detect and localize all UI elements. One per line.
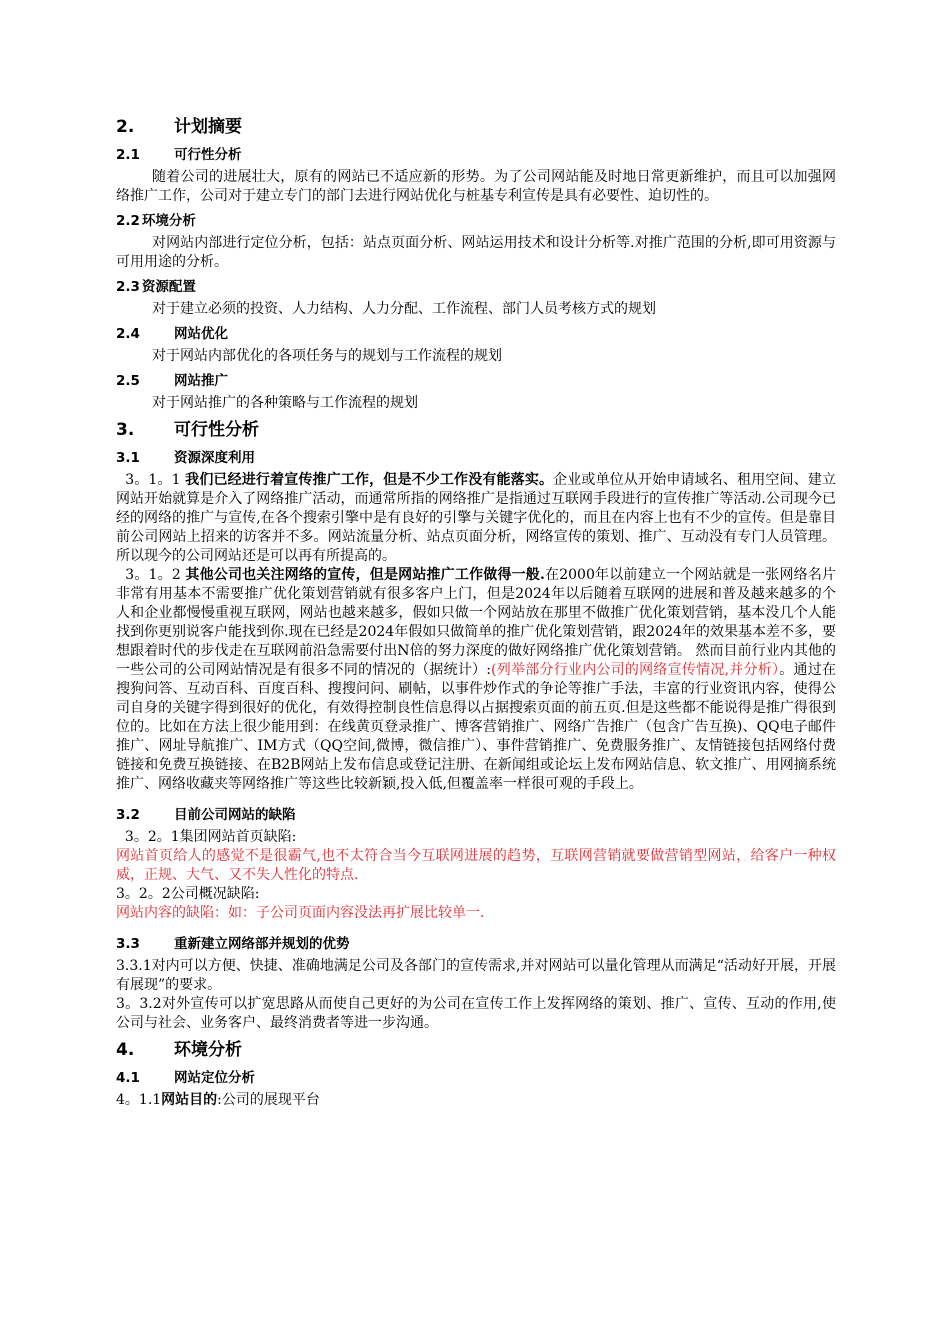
heading-section-2-2: 2.2 环境分析 <box>116 213 196 229</box>
heading-section-3-3: 3.3 重新建立网络部并规划的优势 <box>116 936 350 952</box>
paragraph-2-3: 对于建立必须的投资、人力结构、人力分配、工作流程、部门人员考核方式的规划 <box>152 301 656 317</box>
heading-section-3: 3. 可行性分析 <box>116 420 259 440</box>
paragraph-2-4: 对于网站内部优化的各项任务与的规划与工作流程的规划 <box>152 348 502 364</box>
heading-section-4: 4. 环境分析 <box>116 1040 242 1060</box>
paragraph-3-3-2: 3。3.2对外宣传可以扩宽思路从而使自己更好的为公司在宣传工作上发挥网络的策划、推广、宣传、互动的作用,使公司与社会、业务客户、最终消费者等进一步沟通。 <box>116 996 836 1031</box>
paragraph-3-2-2-detail: 网站内容的缺陷：如：子公司页面内容没法再扩展比较单一. <box>116 905 485 921</box>
heading-section-3-2: 3.2 目前公司网站的缺陷 <box>116 807 296 823</box>
heading-section-4-1: 4.1 网站定位分析 <box>116 1070 255 1086</box>
heading-section-2-1: 2.1 可行性分析 <box>116 147 242 163</box>
paragraph-3-1-2: 3。1。2 其他公司也关注网络的宣传，但是网站推广工作做得一般.在2000年以前建立一个网站就是一张网络名片非常有用基本不需要推广优化策划营销就有很多客户上门，但是2024年以后随着互联网的进展和普及越来越多的个人和企业都慢慢重视互联网，网站也越来越多，假如只做一个网站放在那里不做推广优化策划营销，基本没几个人能找到你更别说客户能找到你.现在已经是2024年假如只做简单的推广优化策划营销，跟2024年的效果基本差不多，要想跟着时代的步伐走在互联网前沿急需要付出N倍的努力深度的做好网络推广优化策划营销。 然而目前行业内其他的一些公司的公司网站情况是有很多不同的情况的（据统计）:(列举部分行业内公司的网络宣传情况,并分析）。通过在搜狗问答、互动百科、百度百科、搜搜问问、刷帖，以事件炒作式的争论等推广手法，丰富的行业资讯内容，使得公司自身的关键字得到很好的优化，有效得控制良性信息得以占据搜索页面的前五页.但是这些都不能说得是推广得很到位的。比如在方法上很少能用到：在线黄页登录推广、博客营销推广、网络广告推广（包含广告互换)、QQ电子邮件推广、网址导航推广、IM方式（QQ空间,微博，微信推广）、事件营销推广、免费服务推广、友情链接包括网络付费链接和免费互换链接、在B2B网站上发布信息或登记注册、在新闻组或论坛上发布网站信息、软文推广、用网摘系统推广、网络收藏夹等网络推广等这些比较新颖,投入低,但覆盖率一样很可观的手段上。 <box>116 567 837 792</box>
paragraph-2-1: 随着公司的进展壮大，原有的网站已不适应新的形势。为了公司网站能及时地日常更新维护，而且可以加强网络推广工作，公司对于建立专门的部门去进行网站优化与桩基专利宣传是具有必要性、迫切性的。 <box>116 169 836 204</box>
heading-section-3-1: 3.1 资源深度利用 <box>116 450 255 466</box>
paragraph-3-1-1: 3。1。1 我们已经进行着宣传推广工作，但是不少工作没有能落实。企业或单位从开始申请域名、租用空间、建立网站开始就算是介入了网络推广活动，而通常所指的网络推广是指通过互联网手段进行的宣传推广等活动.公司现今已经的网络的推广与宣传,在各个搜索引擎中是有良好的引擎与关键字优化的，而且在内容上也有不少的宣传。但是靠目前公司网站上招来的访客并不多。网站流量分析、站点页面分析，网络宣传的策划、推广、互动没有专门人员管理。所以现今的公司网站还是可以再有所提高的。 <box>116 472 837 564</box>
paragraph-3-2-1-detail: 网站首页给人的感觉不是很霸气,也不太符合当今互联网进展的趋势，互联网营销就要做营销型网站，给客户一种权威，正规、大气、又不失人性化的特点. <box>116 848 836 883</box>
paragraph-2-2: 对网站内部进行定位分析，包括：站点页面分析、网站运用技术和设计分析等.对推广范围的分析,即可用资源与可用用途的分析。 <box>116 235 836 270</box>
paragraph-3-2-1: 3。2。1集团网站首页缺陷: <box>124 829 297 845</box>
heading-section-2-4: 2.4 网站优化 <box>116 326 228 342</box>
paragraph-3-3-1: 3.3.1对内可以方便、快捷、准确地满足公司及各部门的宣传需求,并对网站可以量化管理从而满足“活动好开展，开展有展现”的要求。 <box>116 958 836 993</box>
paragraph-3-2-2: 3。2。2公司概况缺陷: <box>116 886 260 902</box>
heading-section-2-3: 2.3 资源配置 <box>116 279 196 295</box>
paragraph-4-1-1: 4。1.1网站目的:公司的展现平台 <box>116 1092 320 1108</box>
heading-section-2: 2. 计划摘要 <box>116 117 242 137</box>
heading-section-2-5: 2.5 网站推广 <box>116 373 228 389</box>
document-page <box>116 116 836 1110</box>
paragraph-2-5: 对于网站推广的各种策略与工作流程的规划 <box>152 395 418 411</box>
